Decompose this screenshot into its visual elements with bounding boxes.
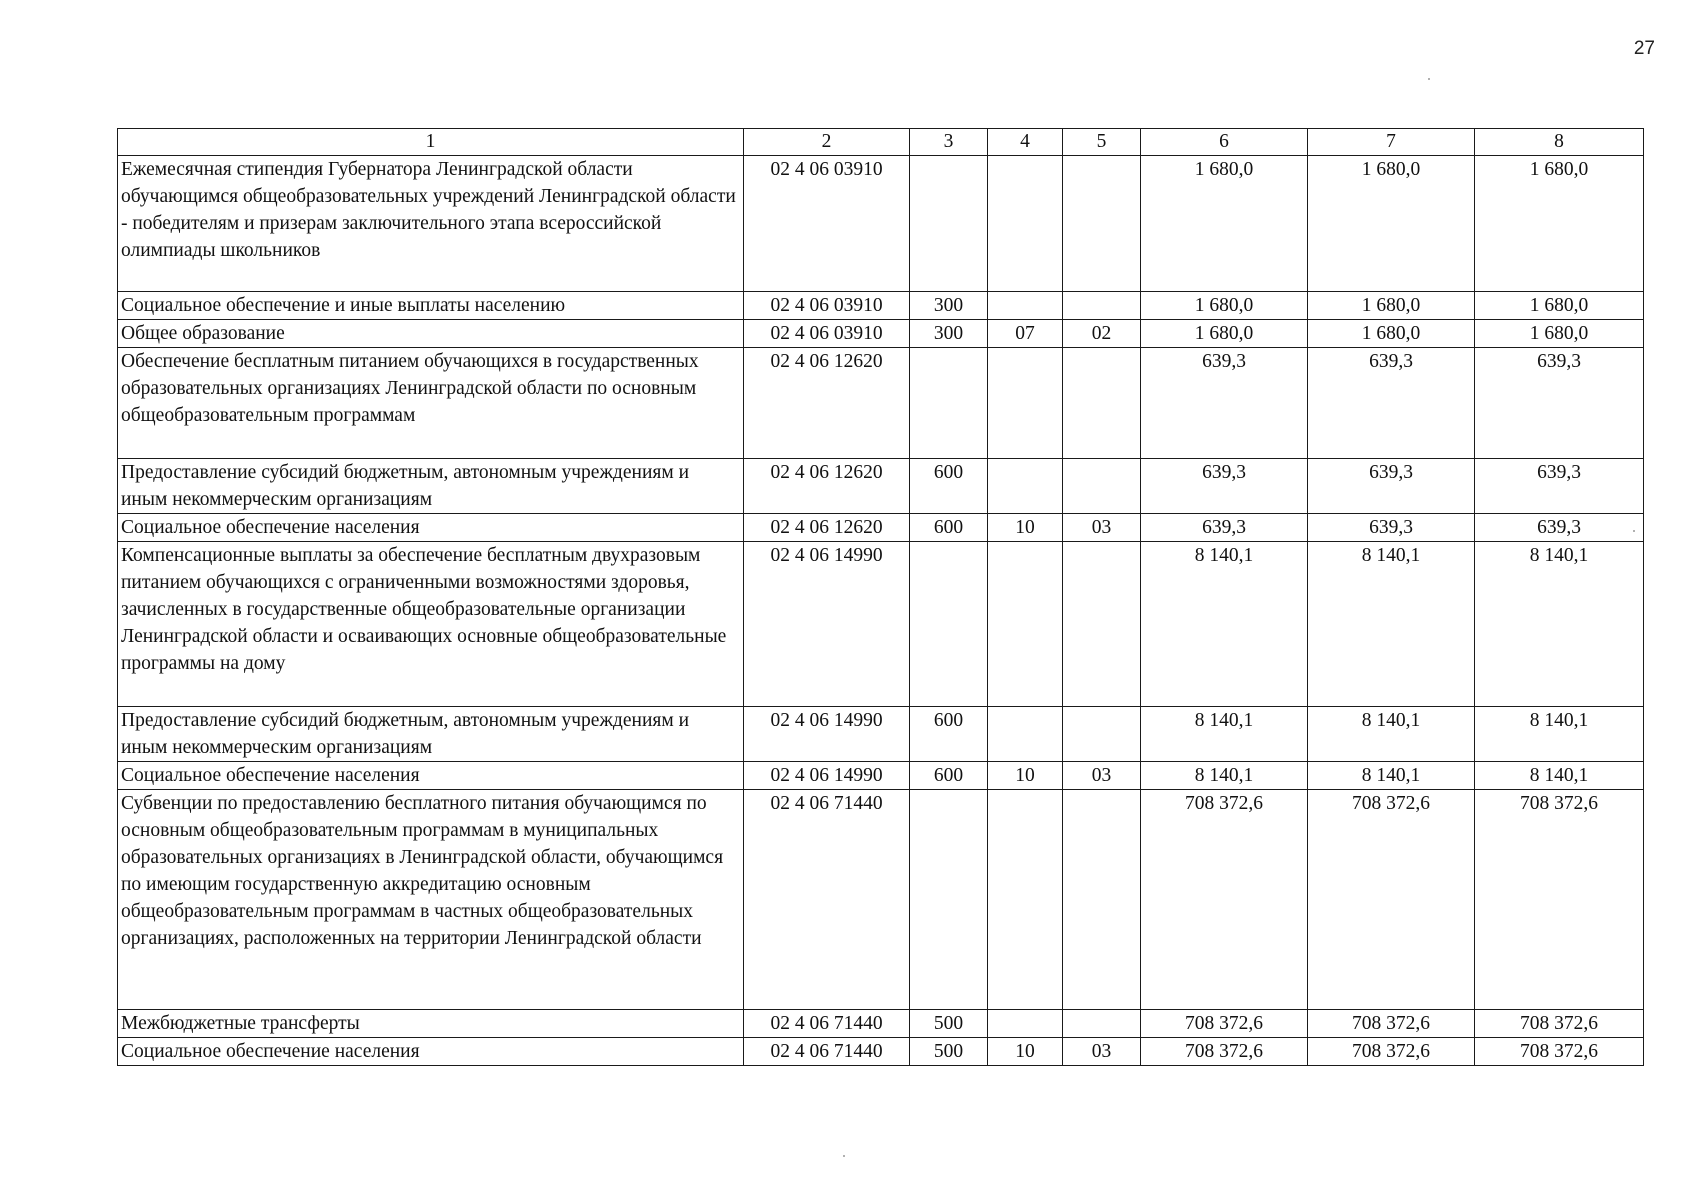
cell-col3 [910, 156, 988, 292]
cell-name: Социальное обеспечение и иные выплаты населению [118, 292, 744, 320]
cell-code: 02 4 06 14990 [744, 762, 910, 790]
cell-col5 [1063, 542, 1141, 707]
cell-col8: 8 140,1 [1475, 542, 1644, 707]
cell-col6: 639,3 [1141, 514, 1308, 542]
cell-col3 [910, 790, 988, 1010]
cell-name: Социальное обеспечение населения [118, 514, 744, 542]
cell-col3: 600 [910, 762, 988, 790]
cell-name: Субвенции по предоставлению бесплатного питания обучающимся по основным общеобразовательным программам в муниципальных образовательных организациях в Ленинградской области, обучающимся по имеющим государственную аккредитацию основным общеобразовательным программам в частных общеобразовательных организациях, расположенных на территории Ленинградской области [118, 790, 744, 1010]
column-header-6: 6 [1141, 129, 1308, 156]
column-header-1: 1 [118, 129, 744, 156]
cell-col4 [988, 292, 1063, 320]
cell-col8: 639,3 [1475, 514, 1644, 542]
cell-name: Обеспечение бесплатным питанием обучающихся в государственных образовательных организациях Ленинградской области по основным общеобразовательным программам [118, 348, 744, 459]
cell-col5 [1063, 348, 1141, 459]
cell-code: 02 4 06 03910 [744, 292, 910, 320]
column-header-8: 8 [1475, 129, 1644, 156]
cell-col5 [1063, 156, 1141, 292]
column-header-3: 3 [910, 129, 988, 156]
cell-col5: 03 [1063, 1038, 1141, 1066]
cell-col6: 639,3 [1141, 348, 1308, 459]
table-row [118, 542, 1644, 707]
cell-name: Предоставление субсидий бюджетным, автономным учреждениям и иным некоммерческим организациям [118, 707, 744, 762]
table-row [118, 707, 1644, 762]
cell-col4 [988, 790, 1063, 1010]
cell-col8: 1 680,0 [1475, 156, 1644, 292]
cell-name: Компенсационные выплаты за обеспечение бесплатным двухразовым питанием обучающихся с ограниченными возможностями здоровья, зачисленных в государственные общеобразовательные организации Ленинградской области и осваивающих основные общеобразовательные программы на дому [118, 542, 744, 707]
table-row [118, 1038, 1644, 1066]
cell-col6: 8 140,1 [1141, 542, 1308, 707]
cell-code: 02 4 06 03910 [744, 320, 910, 348]
cell-col6: 639,3 [1141, 459, 1308, 514]
table-row [118, 320, 1644, 348]
cell-col4 [988, 707, 1063, 762]
cell-col8: 8 140,1 [1475, 707, 1644, 762]
cell-name: Ежемесячная стипендия Губернатора Ленинградской области обучающимся общеобразовательных учреждений Ленинградской области - победителям и призерам заключительного этапа всероссийской олимпиады школьников [118, 156, 744, 292]
table-row [118, 156, 1644, 292]
cell-col3: 600 [910, 459, 988, 514]
cell-col7: 639,3 [1308, 459, 1475, 514]
cell-col6: 708 372,6 [1141, 790, 1308, 1010]
cell-col4: 10 [988, 514, 1063, 542]
cell-col7: 1 680,0 [1308, 156, 1475, 292]
cell-col6: 708 372,6 [1141, 1038, 1308, 1066]
cell-code: 02 4 06 71440 [744, 1038, 910, 1066]
cell-name: Общее образование [118, 320, 744, 348]
cell-col3 [910, 348, 988, 459]
cell-col6: 708 372,6 [1141, 1010, 1308, 1038]
cell-col7: 1 680,0 [1308, 292, 1475, 320]
cell-col8: 1 680,0 [1475, 320, 1644, 348]
table-header-row [118, 129, 1644, 156]
cell-col6: 1 680,0 [1141, 292, 1308, 320]
table-body [118, 156, 1644, 1066]
cell-col4 [988, 348, 1063, 459]
cell-col7: 708 372,6 [1308, 1010, 1475, 1038]
cell-name: Социальное обеспечение населения [118, 1038, 744, 1066]
cell-code: 02 4 06 12620 [744, 459, 910, 514]
cell-col3: 600 [910, 707, 988, 762]
cell-col8: 639,3 [1475, 459, 1644, 514]
cell-col7: 8 140,1 [1308, 762, 1475, 790]
cell-col5 [1063, 790, 1141, 1010]
cell-col8: 708 372,6 [1475, 1010, 1644, 1038]
cell-col7: 8 140,1 [1308, 707, 1475, 762]
cell-col5: 02 [1063, 320, 1141, 348]
cell-col7: 708 372,6 [1308, 790, 1475, 1010]
cell-col7: 639,3 [1308, 348, 1475, 459]
cell-col3: 500 [910, 1038, 988, 1066]
cell-col8: 8 140,1 [1475, 762, 1644, 790]
cell-col5 [1063, 459, 1141, 514]
cell-col3: 600 [910, 514, 988, 542]
cell-col8: 708 372,6 [1475, 790, 1644, 1010]
cell-code: 02 4 06 71440 [744, 1010, 910, 1038]
column-header-7: 7 [1308, 129, 1475, 156]
cell-col4: 07 [988, 320, 1063, 348]
cell-col6: 1 680,0 [1141, 320, 1308, 348]
cell-col3: 300 [910, 320, 988, 348]
cell-code: 02 4 06 03910 [744, 156, 910, 292]
cell-name: Социальное обеспечение населения [118, 762, 744, 790]
cell-col7: 639,3 [1308, 514, 1475, 542]
cell-col5 [1063, 292, 1141, 320]
cell-code: 02 4 06 14990 [744, 542, 910, 707]
table-row [118, 762, 1644, 790]
cell-col3: 300 [910, 292, 988, 320]
cell-col6: 8 140,1 [1141, 762, 1308, 790]
budget-table [117, 128, 1644, 1066]
scan-speck [1633, 530, 1635, 532]
cell-col4 [988, 459, 1063, 514]
cell-col5 [1063, 707, 1141, 762]
cell-col3 [910, 542, 988, 707]
scan-speck [843, 1155, 845, 1157]
cell-col5 [1063, 1010, 1141, 1038]
cell-col4 [988, 156, 1063, 292]
cell-col7: 708 372,6 [1308, 1038, 1475, 1066]
cell-col8: 1 680,0 [1475, 292, 1644, 320]
cell-code: 02 4 06 14990 [744, 707, 910, 762]
cell-code: 02 4 06 71440 [744, 790, 910, 1010]
table-row [118, 292, 1644, 320]
cell-col7: 8 140,1 [1308, 542, 1475, 707]
cell-col5: 03 [1063, 514, 1141, 542]
cell-col6: 8 140,1 [1141, 707, 1308, 762]
column-header-5: 5 [1063, 129, 1141, 156]
table-row [118, 348, 1644, 459]
cell-name: Межбюджетные трансферты [118, 1010, 744, 1038]
column-header-4: 4 [988, 129, 1063, 156]
cell-col4 [988, 1010, 1063, 1038]
cell-col3: 500 [910, 1010, 988, 1038]
cell-col7: 1 680,0 [1308, 320, 1475, 348]
table-row [118, 459, 1644, 514]
cell-col4: 10 [988, 762, 1063, 790]
cell-col4: 10 [988, 1038, 1063, 1066]
cell-col8: 639,3 [1475, 348, 1644, 459]
cell-name: Предоставление субсидий бюджетным, автономным учреждениям и иным некоммерческим организациям [118, 459, 744, 514]
cell-col8: 708 372,6 [1475, 1038, 1644, 1066]
cell-col4 [988, 542, 1063, 707]
cell-code: 02 4 06 12620 [744, 514, 910, 542]
table-row [118, 1010, 1644, 1038]
page-number: 27 [1633, 38, 1655, 59]
table-row [118, 514, 1644, 542]
cell-code: 02 4 06 12620 [744, 348, 910, 459]
column-header-2: 2 [744, 129, 910, 156]
scan-speck [1428, 78, 1430, 80]
table-row [118, 790, 1644, 1010]
cell-col6: 1 680,0 [1141, 156, 1308, 292]
cell-col5: 03 [1063, 762, 1141, 790]
